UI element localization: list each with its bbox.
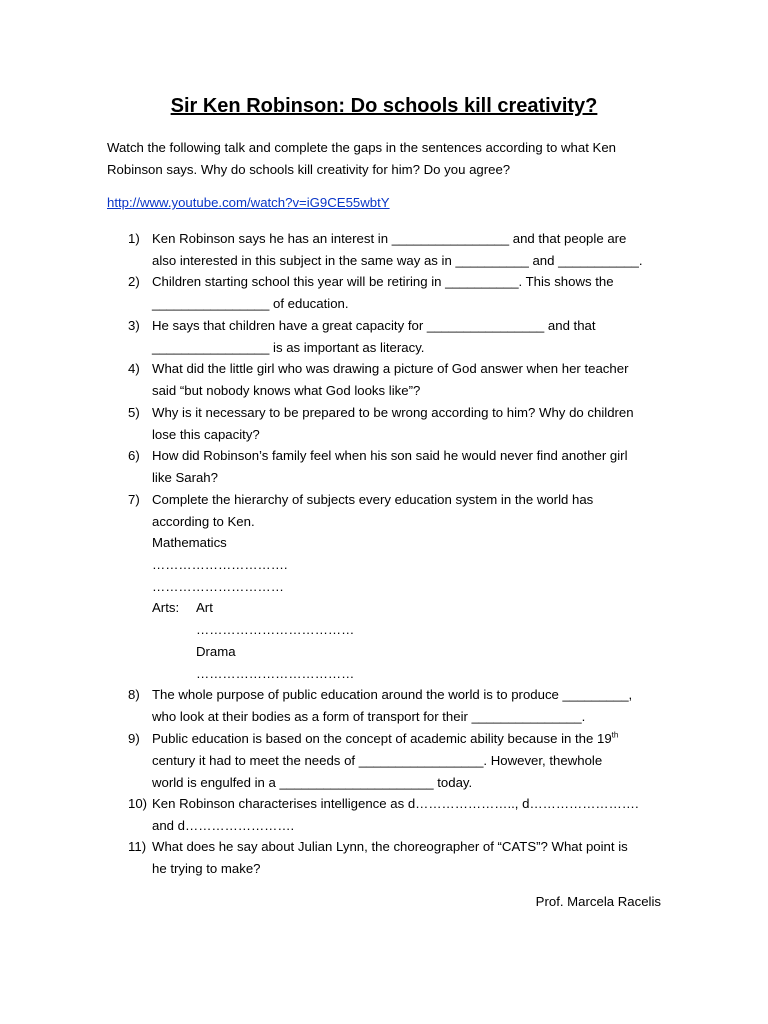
hierarchy-blank: ………………………… xyxy=(152,579,284,594)
question-line: said “but nobody knows what God looks like”? xyxy=(152,382,421,398)
page-title: Sir Ken Robinson: Do schools kill creativity? xyxy=(170,95,598,117)
question-number: 4) xyxy=(128,361,140,376)
question-line: What does he say about Julian Lynn, the choreographer of “CATS”? What point is xyxy=(152,839,628,854)
question-number: 8) xyxy=(128,687,140,702)
question-line: according to Ken. xyxy=(152,513,255,529)
hierarchy-arts-label: Arts: xyxy=(152,600,180,615)
hierarchy-mathematics: Mathematics xyxy=(152,535,227,550)
question-line: Ken Robinson says he has an interest in ________________ and that people are xyxy=(152,231,627,246)
question-line: Complete the hierarchy of subjects every education system in the world has xyxy=(152,492,594,507)
hierarchy-blank: ……………………………… xyxy=(196,666,355,681)
question-line: he trying to make? xyxy=(152,860,261,876)
question-number: 1) xyxy=(128,231,140,246)
question-line: also interested in this subject in the same way as in __________ and ___________. xyxy=(152,252,643,268)
question-line: who look at their bodies as a form of transport for their _______________. xyxy=(152,708,586,724)
question-number: 2) xyxy=(128,274,140,289)
question-line: century it had to meet the needs of _________________. However, thewhole xyxy=(152,752,603,768)
question-line: world is engulfed in a _____________________ today. xyxy=(152,774,473,790)
intro-line: Watch the following talk and complete the gaps in the sentences according to what Ken xyxy=(107,140,616,155)
question-line: and d……………………. xyxy=(152,817,295,833)
question-number: 6) xyxy=(128,448,140,463)
question-line: Why is it necessary to be prepared to be wrong according to him? Why do children xyxy=(152,405,634,420)
question-line: What did the little girl who was drawing a picture of God answer when her teacher xyxy=(152,361,629,376)
hierarchy-drama: Drama xyxy=(196,644,236,659)
question-line: How did Robinson’s family feel when his son said he would never find another girl xyxy=(152,448,628,463)
question-line: Ken Robinson characterises intelligence as d………………….., d……………………. xyxy=(152,796,639,811)
question-line: The whole purpose of public education around the world is to produce _________, xyxy=(152,687,633,702)
question-line: He says that children have a great capacity for ________________ and that xyxy=(152,318,596,333)
hierarchy-blank: ……………………………… xyxy=(196,622,355,637)
question-number: 5) xyxy=(128,405,140,420)
question-line-text: Public education is based on the concept of academic ability because in the 19 xyxy=(152,731,612,746)
question-number: 3) xyxy=(128,318,140,333)
question-line: lose this capacity? xyxy=(152,426,260,442)
question-number: 7) xyxy=(128,492,140,507)
question-number: 10) xyxy=(128,796,148,811)
question-number: 9) xyxy=(128,731,140,746)
question-line: ________________ is as important as literacy. xyxy=(152,339,425,355)
question-line: like Sarah? xyxy=(152,469,218,485)
ordinal-suffix: th xyxy=(611,730,619,740)
author-signature: Prof. Marcela Racelis xyxy=(535,894,661,909)
question-number: 11) xyxy=(128,839,147,854)
youtube-link[interactable]: http://www.youtube.com/watch?v=iG9CE55wbtY xyxy=(107,195,390,210)
hierarchy-art: Art xyxy=(196,600,213,615)
question-line: ________________ of education. xyxy=(152,295,349,311)
hierarchy-blank: …………………………. xyxy=(152,557,288,572)
question-line xyxy=(152,728,672,750)
intro-line: Robinson says. Why do schools kill creativity for him? Do you agree? xyxy=(107,162,511,177)
intro-paragraph xyxy=(107,137,667,181)
question-line: Children starting school this year will be retiring in __________. This shows the xyxy=(152,274,614,289)
